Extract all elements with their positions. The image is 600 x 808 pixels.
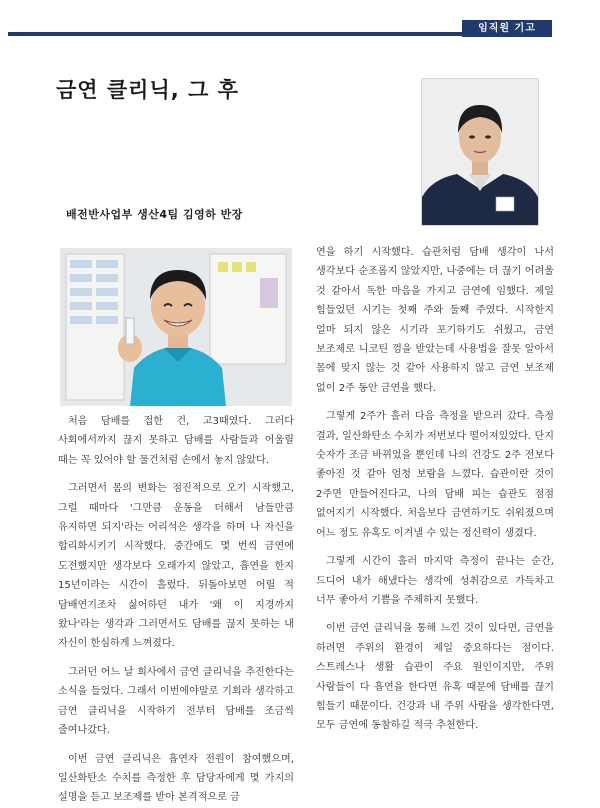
portrait-illustration [422,79,538,225]
author-byline: 배전반사업부 생산4팀 김영하 반장 [66,208,243,221]
paragraph: 그렇게 2주가 흘러 다음 측정을 받으러 갔다. 측정 결과, 일산화탄소 수치가 저번보다 떨어져있었다. 단지 숫자가 조금 바뀌었을 뿐인데 나의 건강도 2주 전보다 좋아진 것 같아 엄청 보람을 느꼈다. 습관이란 것이 2주면 만들어진다고, 나의 담배 피는 습관도 점점 없어지기 시작했다. 처음보다 금연하기도 쉬워졌으며 어느 정도 유혹도 이겨낼 수 있는 정신력이 생겼다. [316,411,554,539]
paragraph: 처음 담배를 접한 건, 고3때였다. 그러다 사회에서까지 끊지 못하고 담배를 사람들과 어울릴 때는 꼭 있어야 할 물건처럼 손에서 놓지 않았다. [58,416,294,466]
paragraph: 그렇게 시간이 흘러 마지막 측정이 끝나는 순간, 드디어 내가 해냈다는 생각에 성취감으로 가득차고 너무 좋아서 기쁨을 주체하지 못했다. [316,556,554,606]
paragraph: 그러면서 몸의 변화는 점진적으로 오기 시작했고, 그럴 때마다 '그만큼 운동을 더해서 남들만큼 유지하면 되지'라는 어리석은 생각을 하며 나 자신을 합리화시키기 시작했다. 중간에도 몇 번씩 금연에 도전했지만 생각보다 오래가지 않았고, 흡연을 한지 15년이라는 시간이 흘렀다. 뒤돌아보면 어릴 적 담배연기조차 싫어하던 내가 '왜 이 지경까지 왔나'라는 생각과 그러면서도 담배를 끊지 못하는 내 자신이 한심하게 느껴졌다. [58,483,294,650]
author-portrait-photo [421,78,539,226]
paragraph: 연을 하기 시작했다. 습관처럼 담배 생각이 나서 생각보다 순조롭지 않았지만, 나중에는 더 끊기 어려울 것 같아서 독한 마음을 가지고 금연에 임했다. 제일 힘들었던 시기는 첫째 주와 둘째 주였다. 시작한지 얼마 되지 않은 시기라 포기하기도 쉬웠고, 금연 보조제로 니코틴 껌을 받았는데 사용법을 잘못 알아서 몸에 맞지 않는 것 같아 사용하지 않고 금연 보조제 없이 2주 동안 금연을 했다. [316,247,554,394]
article-body-left-column [58,412,294,808]
author-clinic-photo [60,248,292,406]
section-tag: 임직원 기고 [462,20,552,37]
clinic-photo-illustration [60,248,292,406]
paragraph: 그러던 어느 날 회사에서 금연 클리닉을 추진한다는 소식을 들었다. 그래서 이번에야말로 기회라 생각하고 금연 클리닉을 시작하기 전부터 담배를 조금씩 줄여나갔다. [58,666,294,737]
article-title: 금연 클리닉, 그 후 [56,78,239,102]
article-body-right-column [316,243,554,745]
paragraph: 이번 금연 클리닉은 흡연자 전원이 참여했으며, 일산화탄소 수치를 측정한 후 담당자에게 몇 가지의 설명을 듣고 보조제를 받아 본격적으로 금 [58,753,294,804]
paragraph: 이번 금연 클리닉을 통해 느낀 것이 있다면, 금연을 하려면 주위의 환경이 제일 중요하다는 점이다. 스트레스나 생활 습관이 주요 원인이지만, 주위 사람들이 다 흡연을 한다면 유혹 때문에 담배를 끊기 힘들기 때문이다. 건강과 내 주위 사람을 생각한다면, 모두 금연에 동참하길 적극 추천한다. [316,623,554,732]
